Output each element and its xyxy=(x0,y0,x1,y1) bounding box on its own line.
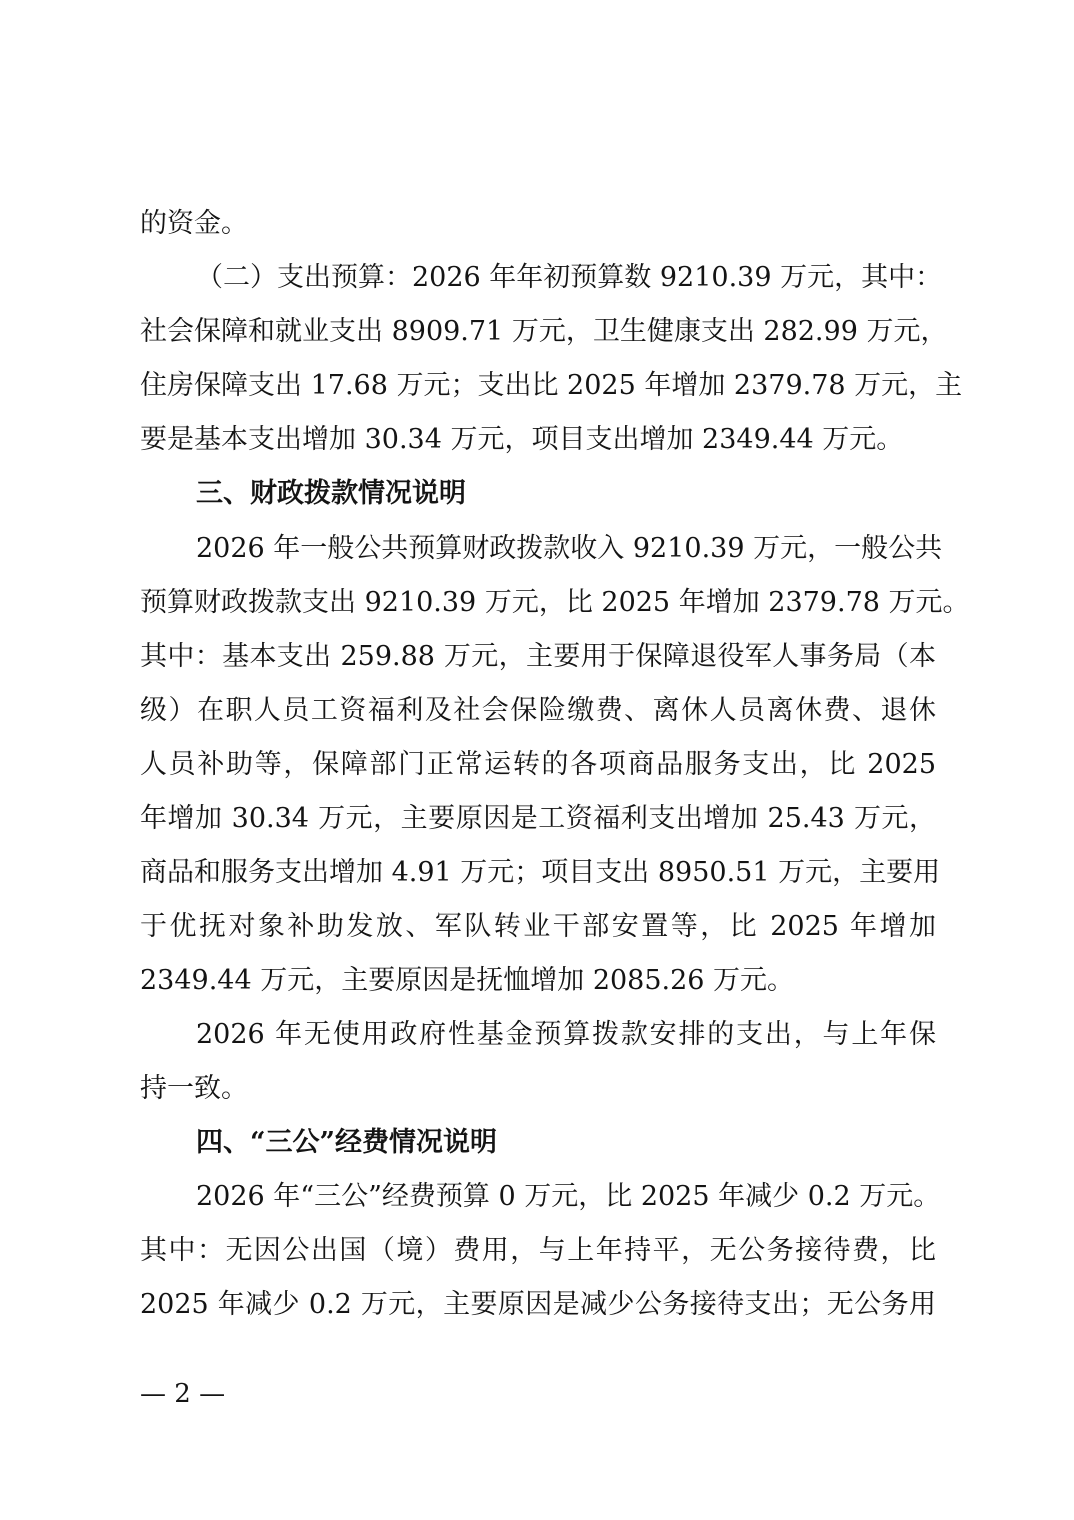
paragraph-line: 的资金。 xyxy=(140,208,248,239)
paragraph-line: 社会保障和就业支出 8909.71 万元，卫生健康支出 282.99 万元， xyxy=(140,316,948,347)
paragraph-line: 其中：基本支出 259.88 万元，主要用于保障退役军人事务局（本 xyxy=(140,641,936,672)
paragraph-line: 人员补助等，保障部门正常运转的各项商品服务支出，比 2025 xyxy=(140,749,936,780)
paragraph-line: 2026 年“三公”经费预算 0 万元，比 2025 年减少 0.2 万元。 xyxy=(196,1181,941,1212)
paragraph-line: 持一致。 xyxy=(140,1073,248,1104)
paragraph-line: 2349.44 万元，主要原因是抚恤增加 2085.26 万元。 xyxy=(140,965,795,996)
paragraph-line: 2026 年一般公共预算财政拨款收入 9210.39 万元，一般公共 xyxy=(196,533,943,564)
section-heading: 四、“三公”经费情况说明 xyxy=(196,1127,498,1158)
page-number: — 2 — xyxy=(140,1379,226,1409)
paragraph-line: 2026 年无使用政府性基金预算拨款安排的支出，与上年保 xyxy=(196,1019,936,1050)
paragraph-line: 要是基本支出增加 30.34 万元，项目支出增加 2349.44 万元。 xyxy=(140,424,904,455)
paragraph-line: （二）支出预算：2026 年年初预算数 9210.39 万元，其中： xyxy=(196,262,943,293)
paragraph-line: 级）在职人员工资福利及社会保险缴费、离休人员离休费、退休 xyxy=(140,695,936,726)
paragraph-line: 商品和服务支出增加 4.91 万元；项目支出 8950.51 万元，主要用 xyxy=(140,857,941,888)
paragraph-line: 于优抚对象补助发放、军队转业干部安置等，比 2025 年增加 xyxy=(140,911,936,942)
paragraph-line: 2025 年减少 0.2 万元，主要原因是减少公务接待支出；无公务用 xyxy=(140,1289,936,1320)
paragraph-line: 住房保障支出 17.68 万元；支出比 2025 年增加 2379.78 万元，主 xyxy=(140,370,963,401)
section-heading: 三、财政拨款情况说明 xyxy=(196,478,466,509)
paragraph-line: 其中：无因公出国（境）费用，与上年持平，无公务接待费，比 xyxy=(140,1235,936,1266)
paragraph-line: 预算财政拨款支出 9210.39 万元，比 2025 年增加 2379.78 万元。 xyxy=(140,587,970,618)
paragraph-line: 年增加 30.34 万元，主要原因是工资福利支出增加 25.43 万元， xyxy=(140,803,936,834)
